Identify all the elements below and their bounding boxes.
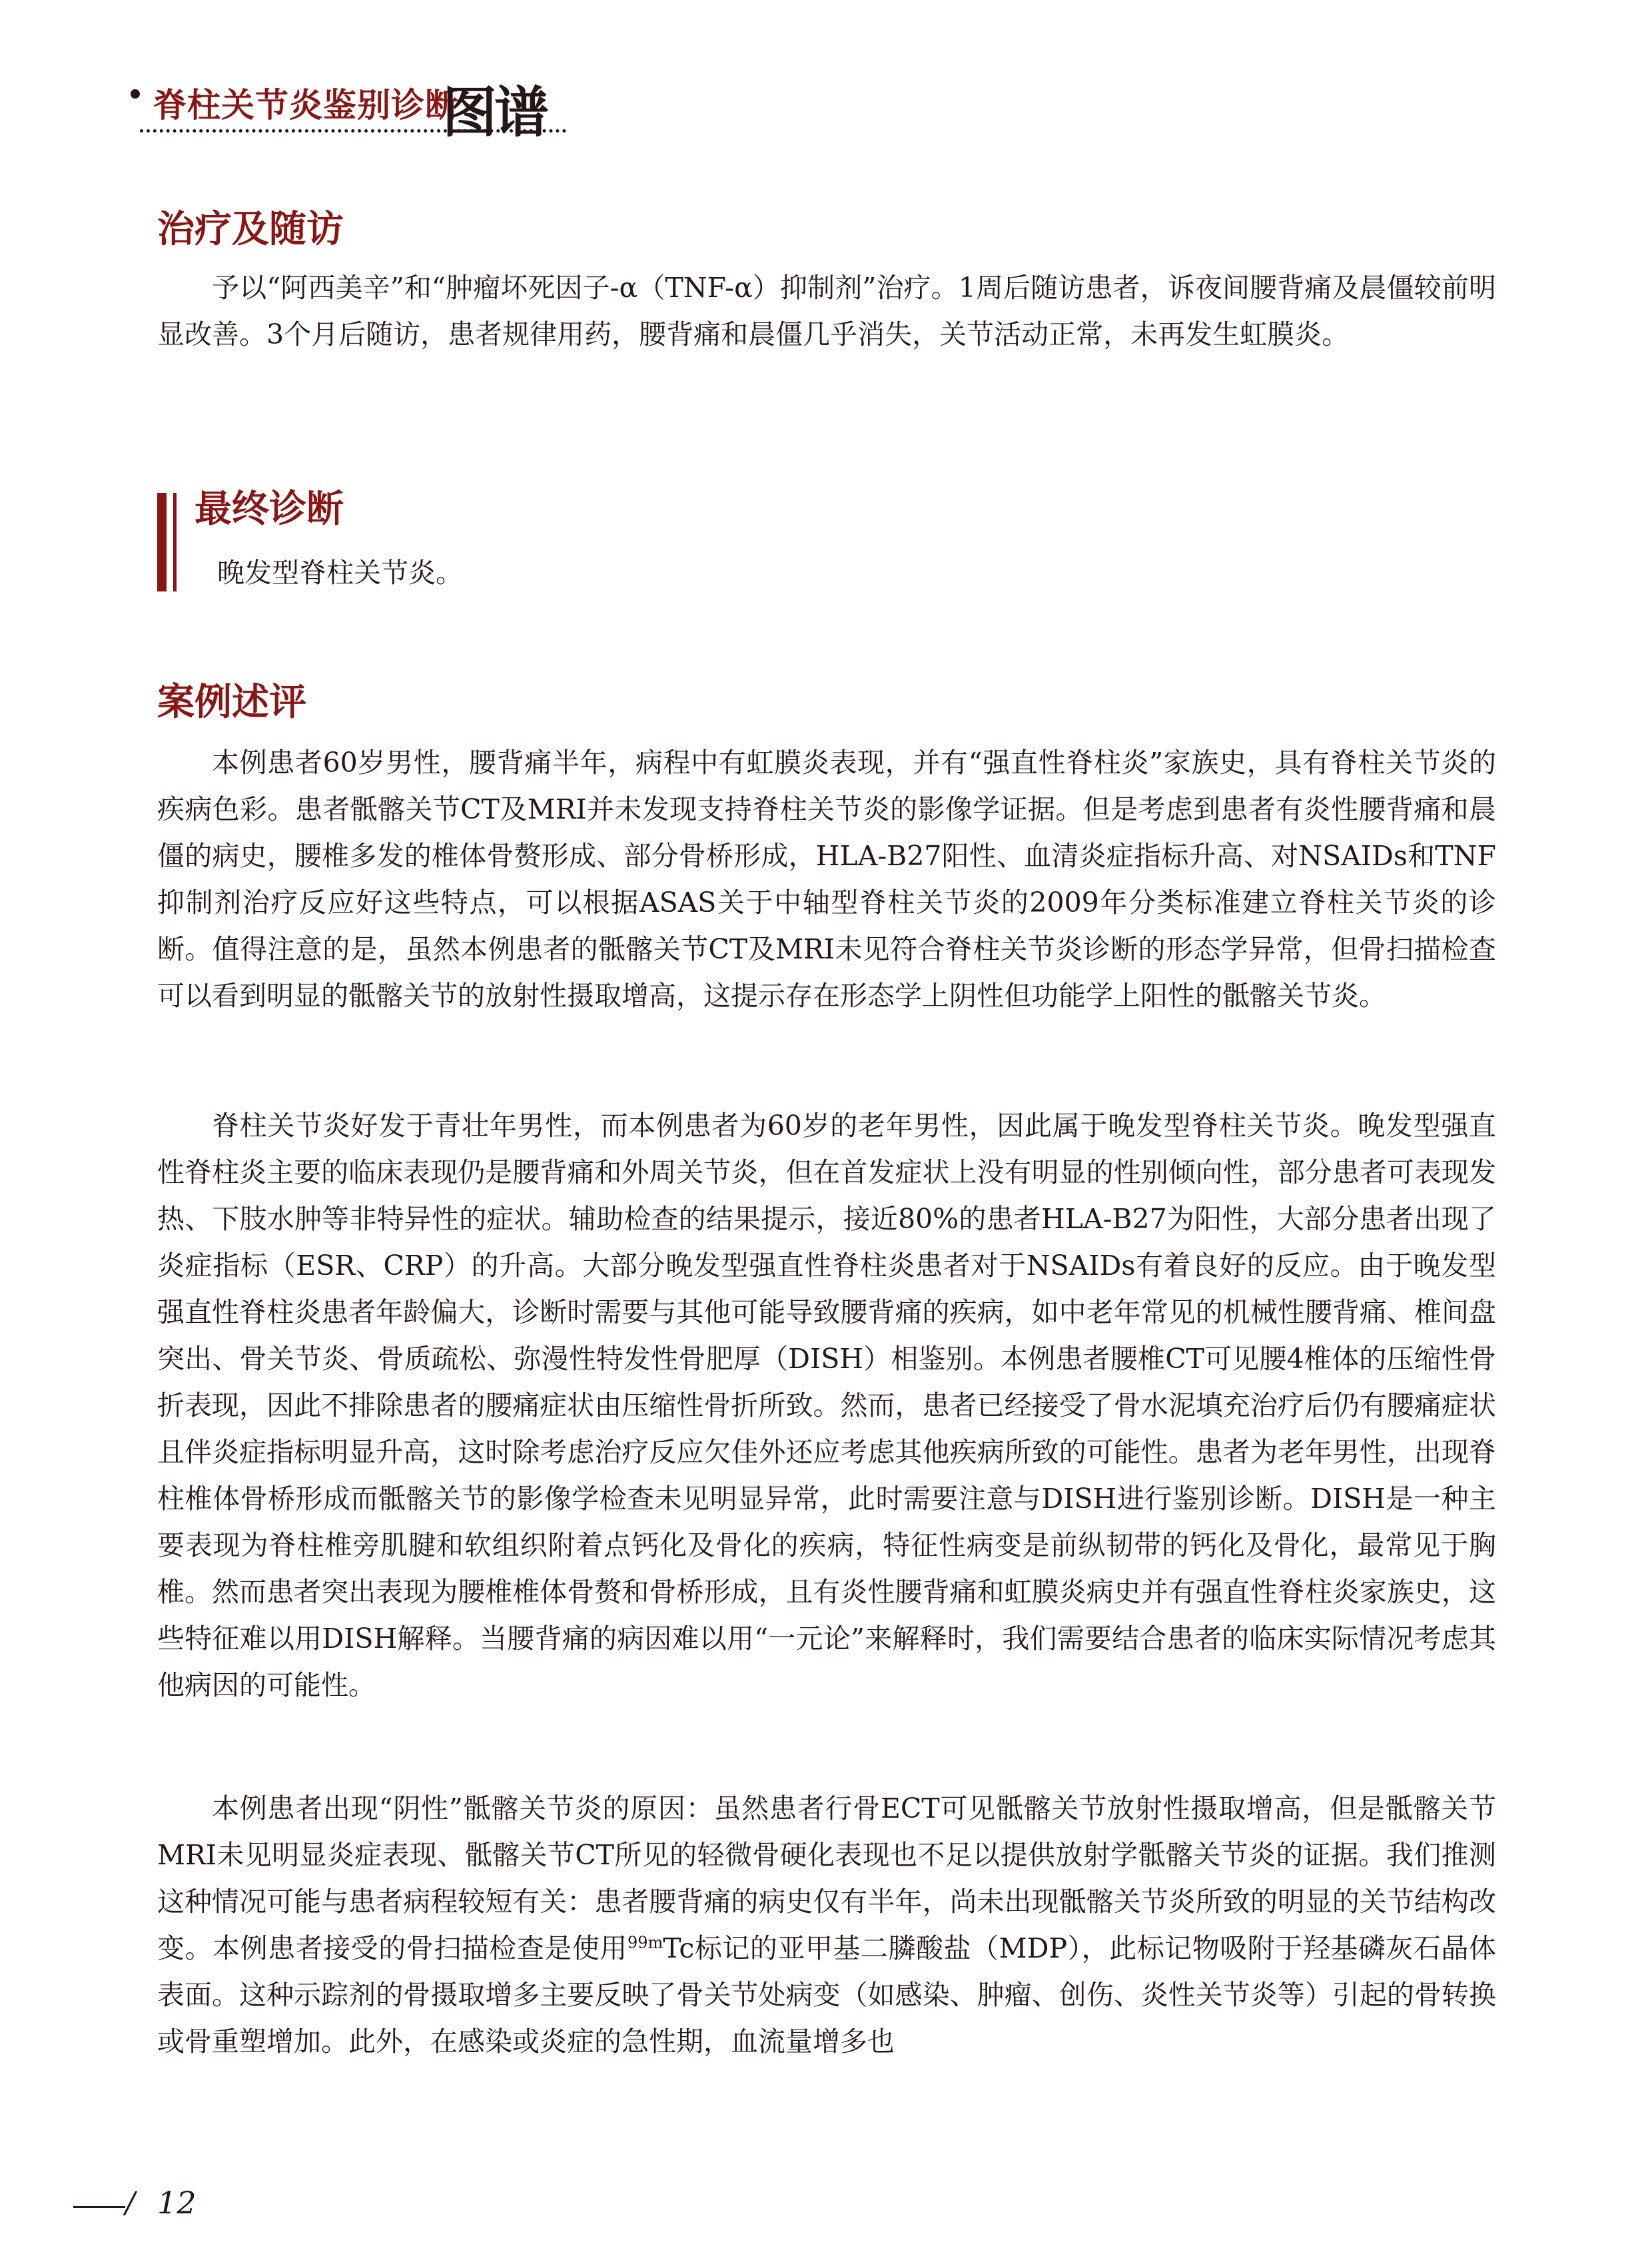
review-paragraph-3-text-b: Tc标记的亚甲基二膦酸盐（MDP），此标记物吸附于羟基磷灰石晶体表面。这种示踪剂的骨摄取增多主要反映了骨关节处病变（如感染、肿瘤、创伤、炎性关节炎等）引起的骨转换或骨重塑增加。此外，在感染或炎症的急性期，血流量增多也 [157, 1932, 1496, 2057]
book-title-suffix: 图谱 [442, 81, 547, 145]
diagnosis-accent-bar [157, 493, 167, 591]
page-number: 12 [157, 2185, 197, 2221]
review-paragraph-3 [157, 1785, 1496, 2065]
treatment-body: 予以“阿西美辛”和“肿瘤坏死因子-α（TNF-α）抑制剂”治疗。1周后随访患者，诉夜间腰背痛及晨僵较前明显改善。3个月后随访，患者规律用药，腰背痛和晨僵几乎消失，关节活动正常，未再发生虹膜炎。 [157, 272, 1496, 350]
final-diagnosis-body: 晚发型脊柱关节炎。 [217, 557, 463, 589]
header-bullet-icon [131, 89, 140, 99]
footer-separator: / [125, 2186, 135, 2220]
isotope-superscript: 99m [627, 1933, 663, 1952]
review-paragraph-1: 本例患者60岁男性，腰背痛半年，病程中有虹膜炎表现，并有“强直性脊柱炎”家族史，具有脊柱关节炎的疾病色彩。患者骶髂关节CT及MRI并未发现支持脊柱关节炎的影像学证据。但是考虑到患者有炎性腰背痛和晨僵的病史，腰椎多发的椎体骨赘形成、部分骨桥形成，HLA-B27阳性、血清炎症指标升高、对NSAIDs和TNF抑制剂治疗反应好这些特点，可以根据ASAS关于中轴型脊柱关节炎的2009年分类标准建立脊柱关节炎的诊断。值得注意的是，虽然本例患者的骶髂关节CT及MRI未见符合脊柱关节炎诊断的形态学异常，但骨扫描检查可以看到明显的骶髂关节的放射性摄取增高，这提示存在形态学上阴性但功能学上阳性的骶髂关节炎。 [157, 747, 1496, 1012]
footer-rule [73, 2206, 125, 2208]
heading-treatment: 治疗及随访 [157, 208, 344, 251]
heading-case-review: 案例述评 [157, 681, 306, 724]
header-dotted-rule [140, 129, 566, 133]
diagnosis-accent-bar-thin [173, 493, 177, 591]
running-header [131, 64, 547, 145]
review-paragraph-2: 脊柱关节炎好发于青壮年男性，而本例患者为60岁的老年男性，因此属于晚发型脊柱关节炎。晚发型强直性脊柱炎主要的临床表现仍是腰背痛和外周关节炎，但在首发症状上没有明显的性别倾向性，部分患者可表现发热、下肢水肿等非特异性的症状。辅助检查的结果提示，接近80%的患者HLA-B27为阳性，大部分患者出现了炎症指标（ESR、CRP）的升高。大部分晚发型强直性脊柱炎患者对于NSAIDs有着良好的反应。由于晚发型强直性脊柱炎患者年龄偏大，诊断时需要与其他可能导致腰背痛的疾病，如中老年常见的机械性腰背痛、椎间盘突出、骨关节炎、骨质疏松、弥漫性特发性骨肥厚（DISH）相鉴别。本例患者腰椎CT可见腰4椎体的压缩性骨折表现，因此不排除患者的腰痛症状由压缩性骨折所致。然而，患者已经接受了骨水泥填充治疗后仍有腰痛症状且伴炎症指标明显升高，这时除考虑治疗反应欠佳外还应考虑其他疾病所致的可能性。患者为老年男性，出现脊柱椎体骨桥形成而骶髂关节的影像学检查未见明显异常，此时需要注意与DISH进行鉴别诊断。DISH是一种主要表现为脊柱椎旁肌腱和软组织附着点钙化及骨化的疾病，特征性病变是前纵韧带的钙化及骨化，最常见于胸椎。然而患者突出表现为腰椎椎体骨赘和骨桥形成，且有炎性腰背痛和虹膜炎病史并有强直性脊柱炎家族史，这些特征难以用DISH解释。当腰背痛的病因难以用“一元论”来解释时，我们需要结合患者的临床实际情况考虑其他病因的可能性。 [157, 1110, 1496, 1701]
review-paragraph-3-text-a: 本例患者出现“阴性”骶髂关节炎的原因：虽然患者行骨ECT可见骶髂关节放射性摄取增高，但是骶髂关节MRI未见明显炎症表现、骶髂关节CT所见的轻微骨硬化表现也不足以提供放射学骶髂关节炎的证据。我们推测这种情况可能与患者病程较短有关：患者腰背痛的病史仅有半年，尚未出现骶髂关节炎所致的明显的关节结构改变。本例患者接受的骨扫描检查是使用 [157, 1792, 1496, 1964]
book-title: 脊柱关节炎鉴别诊断 [153, 85, 459, 125]
heading-final-diagnosis: 最终诊断 [195, 488, 344, 531]
